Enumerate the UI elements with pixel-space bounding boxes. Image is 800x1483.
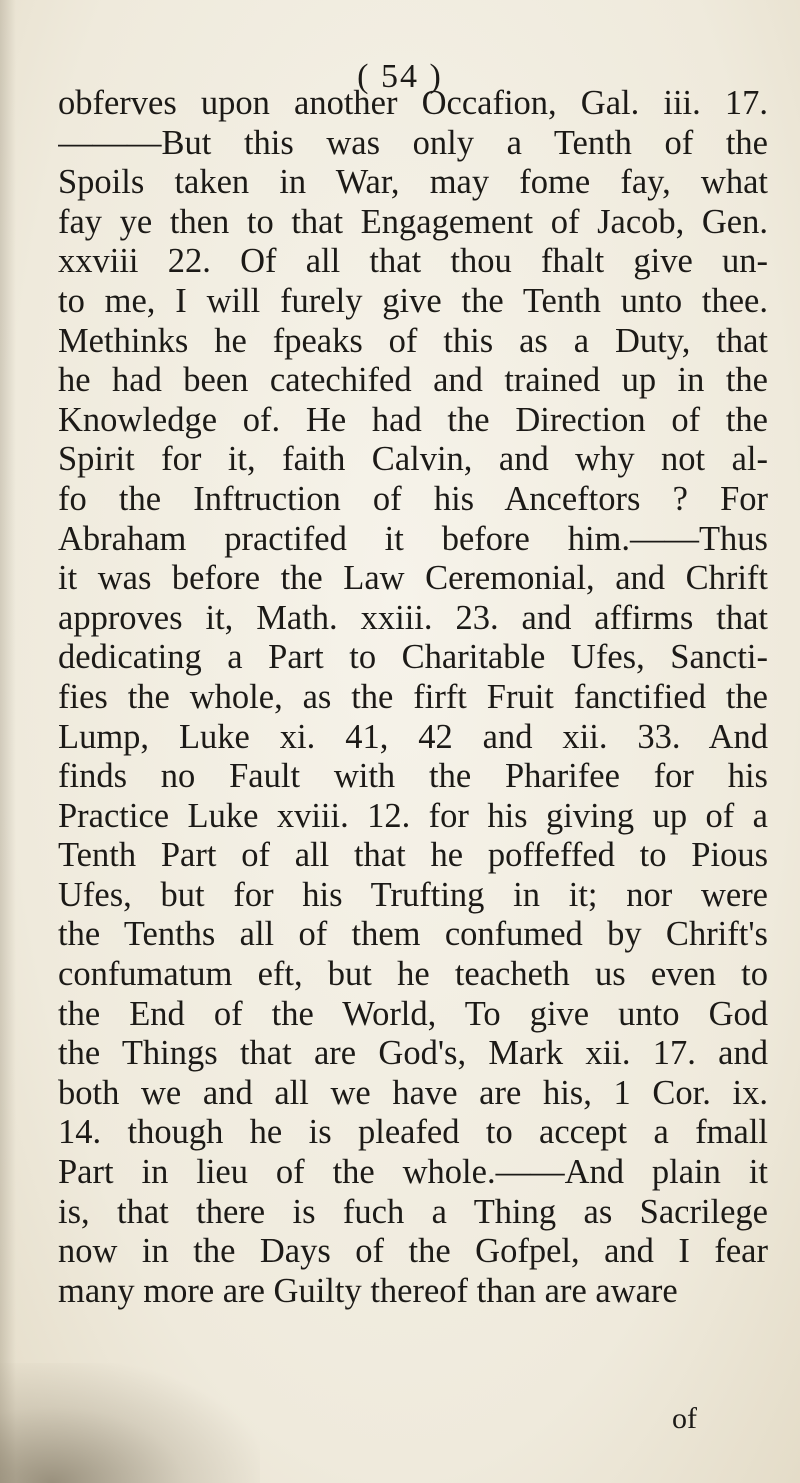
page-edge-shadow <box>0 0 16 1483</box>
body-text <box>58 84 768 1311</box>
text-line: approves it, Math. xxiii. 23. and affirms that <box>58 598 768 637</box>
text-line: many more are Guilty thereof than are aware <box>58 1271 678 1310</box>
text-line: Part in lieu of the whole.——And plain it <box>58 1153 768 1192</box>
text-line: dedicating a Part to Charitable Ufes, Sancti- <box>58 638 768 677</box>
text-line: Practice Luke xviii. 12. for his giving up of a <box>58 796 768 835</box>
text-line: obferves upon another Occafion, Gal. iii. 17. <box>58 84 768 122</box>
text-line: the Tenths all of them confumed by Chrift's <box>58 915 768 954</box>
text-line: Tenth Part of all that he poffeffed to Pious <box>58 836 768 875</box>
text-line: fay ye then to that Engagement of Jacob, Gen. <box>58 202 768 241</box>
text-line: xxviii 22. Of all that thou fhalt give un- <box>58 242 768 281</box>
text-line: Spoils taken in War, may fome fay, what <box>58 163 768 202</box>
catchword: of <box>672 1402 697 1435</box>
text-line: ———But this was only a Tenth of the <box>58 123 768 162</box>
text-line: Lump, Luke xi. 41, 42 and xii. 33. And <box>58 717 768 756</box>
text-line: it was before the Law Ceremonial, and Chrift <box>58 559 768 598</box>
text-line: Abraham practifed it before him.——Thus <box>58 519 768 558</box>
text-line: Knowledge of. He had the Direction of the <box>58 400 768 439</box>
text-line: finds no Fault with the Pharifee for his <box>58 757 768 796</box>
text-line: fo the Inftruction of his Anceftors ? For <box>58 479 768 518</box>
text-line: now in the Days of the Gofpel, and I fear <box>58 1232 768 1271</box>
text-line: the Things that are God's, Mark xii. 17. and <box>58 1034 768 1073</box>
text-line: he had been catechifed and trained up in the <box>58 361 768 400</box>
text-line: is, that there is fuch a Thing as Sacrilege <box>58 1192 768 1231</box>
text-line: fies the whole, as the firft Fruit fanctified the <box>58 677 768 716</box>
text-line: to me, I will furely give the Tenth unto thee. <box>58 281 768 320</box>
text-line: the End of the World, To give unto God <box>58 994 768 1033</box>
text-line: confumatum eft, but he teacheth us even to <box>58 955 768 994</box>
text-line: Ufes, but for his Trufting in it; nor were <box>58 875 768 914</box>
text-line: both we and all we have are his, 1 Cor. ix. <box>58 1073 768 1112</box>
page-stain <box>0 1363 260 1483</box>
text-line: 14. though he is pleafed to accept a fmall <box>58 1113 768 1152</box>
text-line: Methinks he fpeaks of this as a Duty, that <box>58 321 768 360</box>
page-number-header: ( 54 ) <box>357 58 443 95</box>
text-line: Spirit for it, faith Calvin, and why not al- <box>58 440 768 479</box>
